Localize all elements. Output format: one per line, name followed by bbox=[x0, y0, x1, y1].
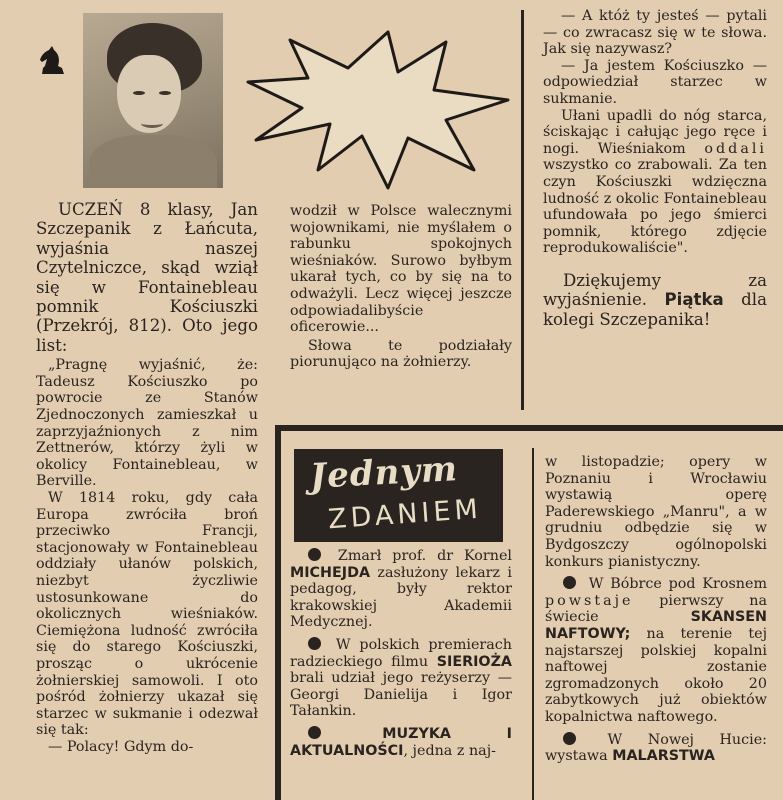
paragraph-text: wszystko co zrabowali. Za ten czyn Kościuszki wdzięczna ludność z okolic Fontainebleau ufundowała po jego śmierci pomnik, którego zdjęcie reprodukowaliście". bbox=[543, 157, 767, 257]
news-name: MUZYKA I AKTUALNOŚCI bbox=[290, 725, 513, 759]
closing-note bbox=[543, 271, 767, 329]
starburst-icon bbox=[238, 20, 513, 192]
bullet-icon bbox=[563, 576, 576, 589]
news-text: W Bóbrce pod Krosnem bbox=[588, 576, 768, 593]
news-item bbox=[290, 548, 512, 631]
news-text: brali udział jego reżyserzy — Georgi Danielija i Igor Tałankin. bbox=[290, 670, 512, 720]
paragraph: — Polacy! Gdym do- bbox=[48, 738, 194, 755]
paragraph-text: Ułani upadli do nóg starca, ściskając i całując jego ręce i nogi. Wieśniakom bbox=[543, 107, 767, 157]
paragraph: Słowa te podziałały piorunująco na żołnierzy. bbox=[290, 337, 512, 371]
bullet-icon bbox=[308, 726, 321, 739]
box-rule-left bbox=[275, 425, 281, 800]
news-text: pierwszy na świecie bbox=[545, 592, 767, 626]
paragraph: wodził w Polsce walecznymi wojownikami, nie myślałem o rabunku spokojnych wieśniaków. Surowo byłbym ukarał tych, co by się na to odważyli. Lecz więcej jeszcze odpowiadalibyście oficerowie... bbox=[290, 203, 512, 336]
closing-text: dla kolegi Szczepanika! bbox=[543, 290, 767, 329]
news-text: zasłużony lekarz i pedagog, były rektor krakowskiej Akademii Medycznej. bbox=[290, 564, 512, 631]
news-item bbox=[290, 637, 512, 720]
news-name: MALARSTWA bbox=[612, 748, 715, 765]
bullet-icon bbox=[563, 732, 576, 745]
box-rule-top bbox=[275, 425, 783, 431]
news-text: na terenie tej najstarszej polskiej kopalni naftowej zostanie zgromadzonych około 20 zabytkowych już obiektów kopalnictwa naftowego. bbox=[545, 625, 768, 725]
knight-icon bbox=[36, 44, 70, 78]
box-column-rule bbox=[532, 448, 534, 800]
article-lead: UCZEŃ 8 klasy, Jan Szczepanik z Łańcuta, wyjaśnia naszej Czytelniczce, skąd wziął się w Fontainebleau pomnik Kościuszki (Przekrój, 812). Oto jego list: bbox=[36, 200, 258, 355]
paragraph: — A któż ty jesteś — pytali — co zwracasz się w te słowa. Jak się nazywasz? bbox=[543, 8, 767, 58]
news-item: w listopadzie; opery w Poznaniu i Wrocławiu wystawią operę Paderewskiego „Manru", a w grudniu odbędzie się w Bydgoszczy ogólnopolski konkurs pianistyczny. bbox=[545, 454, 767, 570]
paragraph: — Ja jestem Kościuszko — odpowiedział starzec w sukmanie. bbox=[543, 57, 767, 107]
news-text: Zmarł prof. dr Kornel bbox=[337, 548, 512, 564]
paragraph bbox=[543, 108, 767, 257]
news-name: SKANSEN NAFTOWY; bbox=[545, 609, 767, 642]
news-name: MICHEJDA bbox=[290, 564, 371, 581]
column-rule-right-top bbox=[521, 10, 524, 410]
middle-column-bottom bbox=[290, 548, 512, 759]
paragraph: W 1814 roku, gdy cała Europa zwróciła broń przeciwko Francji, stacjonowały w Fontainebleau oddziały ułanów polskich, niezbyt życzliwie ustosunkowane do okolicznych wieśniaków. Ciemiężona ludność zwróciła się do starego Kościuszki, prosząc o ukrócenie żołnierskiej samowoli. I oto pośród żołnierzy ukazał się starzec w sukmanie i odezwał się tak: bbox=[36, 490, 258, 739]
spaced-word: oddali bbox=[704, 140, 767, 157]
portrait-photo bbox=[83, 13, 223, 188]
section-header bbox=[294, 449, 503, 542]
news-item bbox=[290, 726, 512, 759]
right-column-bottom bbox=[545, 454, 767, 765]
right-column-top bbox=[543, 8, 767, 329]
news-item bbox=[545, 576, 767, 725]
paragraph: „Pragnę wyjaśnić, że: Tadeusz Kościuszko po powrocie ze Stanów Zjednoczonych zamieszkał u zaprzyjaźnionych z nim Zettnerów, którzy żyli w okolicy Fontainebleau, w Berville. bbox=[36, 357, 258, 490]
news-text: , jedna z naj- bbox=[403, 742, 496, 759]
news-item bbox=[545, 732, 767, 765]
closing-grade: Piątka bbox=[664, 290, 724, 310]
left-column bbox=[36, 200, 258, 756]
closing-text: Dziękujemy za wyjaśnienie. bbox=[543, 270, 767, 310]
header-subtitle: ZDANIEM bbox=[327, 493, 483, 536]
news-text: W Nowej Hucie: wystawa bbox=[545, 731, 767, 765]
news-name: SIERIOŻA bbox=[436, 653, 512, 670]
news-text: W polskich premierach radzieckiego filmu bbox=[290, 636, 512, 670]
bullet-icon bbox=[308, 637, 321, 650]
middle-column-top bbox=[290, 203, 512, 371]
header-title: Jednym bbox=[309, 449, 459, 497]
spaced-word: powstaje bbox=[545, 592, 634, 609]
bullet-icon bbox=[308, 548, 321, 561]
